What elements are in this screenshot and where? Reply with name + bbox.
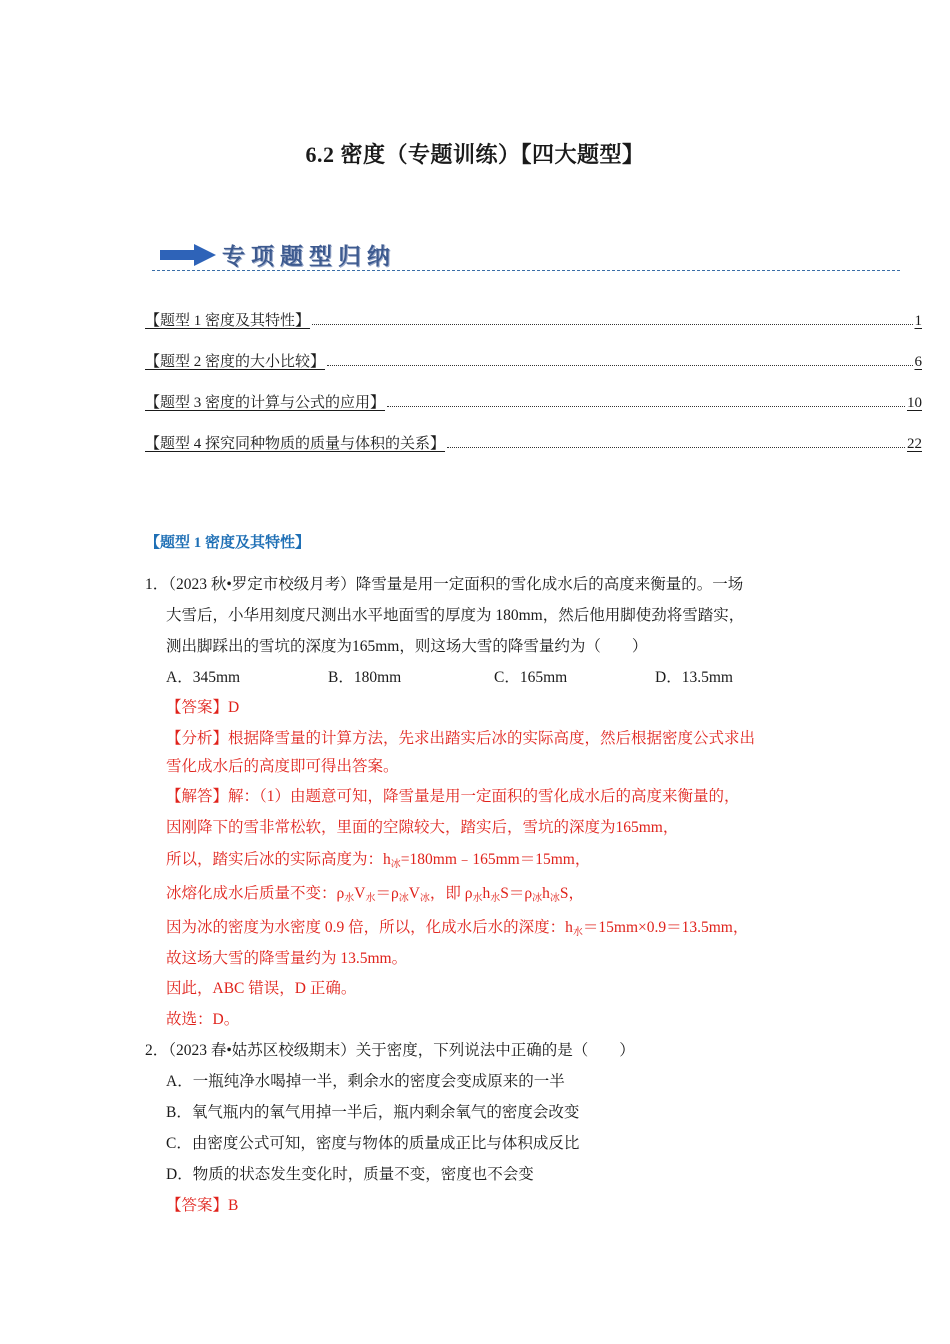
analysis: 【分析】根据降雪量的计算方法，先求出踏实后冰的实际高度，然后根据密度公式求出 — [166, 730, 756, 747]
analysis: 雪化成水后的高度即可得出答案。 — [166, 758, 399, 775]
option-d: D．13.5mm — [655, 669, 733, 686]
option-d: D．物质的状态发生变化时，质量不变，密度也不会变 — [166, 1166, 534, 1183]
option-a: A．一瓶纯净水喝掉一半，剩余水的密度会变成原来的一半 — [166, 1073, 565, 1090]
toc-entry[interactable] — [145, 431, 922, 453]
toc-leader — [387, 405, 905, 407]
question-1-stem: 1．（2023 秋•罗定市校级月考）降雪量是用一定面积的雪化成水后的高度来衡量的。一场 — [145, 576, 744, 593]
answer: 【答案】D — [166, 699, 240, 716]
toc-leader — [447, 446, 905, 448]
question-1-stem: 测出脚踩出的雪坑的深度为165mm，则这场大雪的降雪量约为（ ） — [166, 638, 648, 655]
page-title: 6.2 密度（专题训练）【四大题型】 — [305, 142, 645, 167]
option-c: C．由密度公式可知，密度与物体的质量成正比与体积成反比 — [166, 1135, 580, 1152]
section-heading: 【题型 1 密度及其特性】 — [145, 535, 311, 551]
banner-title: 专项题型归纳 — [222, 244, 396, 269]
solution: 因为冰的密度为水密度 0.9 倍，所以，化成水后水的深度：h水＝15mm×0.9＝13.5mm， — [166, 919, 749, 938]
toc-entry-page: 6 — [914, 354, 922, 370]
toc-entry-label: 【题型 1 密度及其特性】 — [145, 313, 311, 329]
toc-entry[interactable] — [145, 390, 922, 412]
solution: 因刚降下的雪非常松软，里面的空隙较大，踏实后，雪坑的深度为165mm， — [166, 819, 679, 836]
option-c: C．165mm — [494, 669, 568, 686]
question-2-stem: 2．（2023 春•姑苏区校级期末）关于密度，下列说法中正确的是（ ） — [145, 1042, 635, 1059]
solution: 因此，ABC 错误，D 正确。 — [166, 980, 357, 997]
toc-entry-label: 【题型 2 密度的大小比较】 — [145, 354, 326, 370]
option-b: B．180mm — [328, 669, 402, 686]
toc-entry-page: 22 — [907, 436, 922, 452]
solution: 冰熔化成水后质量不变：ρ水V水＝ρ冰V冰，即 ρ水h水S＝ρ冰h冰S， — [166, 885, 585, 904]
toc-leader — [327, 364, 912, 366]
toc-entry-label: 【题型 3 密度的计算与公式的应用】 — [145, 395, 386, 411]
solution: 【解答】解：（1）由题意可知，降雪量是用一定面积的雪化成水后的高度来衡量的， — [166, 788, 740, 805]
solution: 故这场大雪的降雪量约为 13.5mm。 — [166, 950, 408, 967]
section-banner — [152, 236, 902, 274]
toc-entry-label: 【题型 4 探究同种物质的质量与体积的关系】 — [145, 436, 446, 452]
toc-leader — [312, 323, 912, 325]
question-1-stem: 大雪后，小华用刻度尺测出水平地面雪的厚度为 180mm，然后他用脚使劲将雪踏实， — [166, 607, 745, 624]
arrow-right-icon — [160, 244, 218, 266]
toc-entry-page: 10 — [907, 395, 922, 411]
answer: 【答案】B — [166, 1197, 239, 1214]
option-a: A．345mm — [166, 669, 241, 686]
toc-entry-page: 1 — [914, 313, 922, 329]
toc-entry[interactable] — [145, 349, 922, 371]
option-b: B．氧气瓶内的氧气用掉一半后，瓶内剩余氧气的密度会改变 — [166, 1104, 580, 1121]
solution: 所以，踏实后冰的实际高度为：h冰=180mm﹣165mm＝15mm， — [166, 851, 591, 870]
banner-divider — [152, 270, 900, 271]
solution: 故选：D。 — [166, 1011, 240, 1028]
toc-entry[interactable] — [145, 308, 922, 330]
